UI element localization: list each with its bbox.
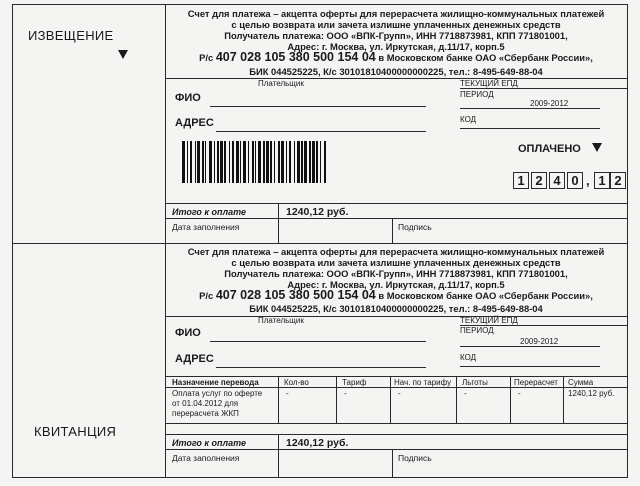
notice-current-epd: ТЕКУЩИЙ ЕПД: [460, 79, 518, 88]
receipt-sign-divider: [392, 449, 393, 477]
table-purpose-line1: Оплата услуг по оферте: [172, 389, 263, 398]
receipt-account-number: 407 028 105 380 500 154 04: [215, 288, 376, 302]
table-col-divider: [390, 376, 391, 423]
outer-top-border: [12, 4, 628, 5]
receipt-bank: в Московском банке ОАО «Сбербанк России»,: [378, 290, 593, 301]
amount-digit: 1: [513, 172, 529, 189]
notice-total-top-rule: [165, 203, 627, 204]
table-cell-benefits: -: [464, 389, 467, 398]
receipt-header-line6: БИК 044525225, К/с 30101810400000000225, тел.: 8-495-649-88-04: [249, 303, 543, 314]
amount-digit: 2: [610, 172, 626, 189]
notice-sign-divider: [392, 218, 393, 243]
notice-paid-triangle-icon: [592, 143, 602, 152]
notice-header-line4: Адрес: г. Москва, ул. Иркутская, д.11/17, корп.5: [287, 41, 505, 52]
receipt-code-line: [460, 366, 600, 367]
notice-total-label: Итого к оплате: [172, 207, 246, 217]
table-col-divider: [456, 376, 457, 423]
notice-barcode: [182, 141, 326, 183]
notice-total-value: 1240,12 руб.: [286, 206, 349, 218]
notice-account-number: 407 028 105 380 500 154 04: [215, 50, 376, 64]
table-header-benefits: Льготы: [462, 378, 488, 387]
notice-account-prefix: Р/с: [199, 52, 214, 63]
notice-period-value: 2009-2012: [530, 99, 569, 108]
amount-separator: ,: [586, 173, 590, 188]
receipt-header-line3: Получатель платежа: ООО «ВПК-Групп», ИНН 7718873981, КПП 771801001,: [224, 268, 568, 279]
table-cell-recalc: -: [518, 389, 521, 398]
receipt-current-epd: ТЕКУЩИЙ ЕПД: [460, 316, 518, 325]
notice-header-line2: с целью возврата или зачета излишне уплаченных денежных средств: [231, 19, 561, 30]
receipt-title: КВИТАНЦИЯ: [34, 424, 117, 439]
receipt-fio-label: ФИО: [175, 327, 201, 339]
receipt-date-label: Дата заполнения: [172, 453, 240, 463]
receipt-address-label: АДРЕС: [175, 353, 214, 365]
table-bottom-rule: [165, 423, 627, 424]
notice-code-line: [460, 128, 600, 129]
notice-header-line1: Счет для платежа – акцепта оферты для перерасчета жилищно-коммунальных платежей: [187, 8, 605, 19]
receipt-payer-rule: [165, 316, 627, 317]
receipt-total-label: Итого к оплате: [172, 438, 246, 448]
receipt-date-divider: [278, 449, 279, 477]
receipt-total-divider: [278, 434, 279, 449]
table-header-tariff: Тариф: [342, 378, 367, 387]
notice-address-line[interactable]: [216, 131, 426, 132]
notice-fio-line[interactable]: [210, 106, 426, 107]
amount-digit: 0: [567, 172, 583, 189]
receipt-header-line4: Адрес: г. Москва, ул. Иркутская, д.11/17, корп.5: [287, 279, 505, 290]
notice-date-label: Дата заполнения: [172, 222, 240, 232]
receipt-account-line: [166, 290, 626, 302]
table-header-rule: [165, 387, 627, 388]
receipt-fio-line[interactable]: [210, 341, 426, 342]
section-divider: [12, 243, 628, 244]
outer-right-border: [627, 4, 628, 478]
table-col-divider: [278, 376, 279, 423]
notice-date-divider: [278, 218, 279, 243]
notice-bank: в Московском банке ОАО «Сбербанк России»,: [378, 52, 593, 63]
table-purpose-line3: перерасчета ЖКП: [172, 409, 239, 418]
receipt-header-line1: Счет для платежа – акцепта оферты для перерасчета жилищно-коммунальных платежей: [187, 246, 605, 257]
table-col-divider: [563, 376, 564, 423]
barcode-bar: [324, 141, 326, 183]
outer-left-border: [12, 4, 13, 478]
receipt-period-value: 2009-2012: [520, 337, 559, 346]
amount-digit: 4: [549, 172, 565, 189]
notice-fio-label: ФИО: [175, 92, 201, 104]
notice-code-label: КОД: [460, 115, 477, 124]
table-header-qty: Кол-во: [284, 378, 309, 387]
notice-account-line: [166, 52, 626, 64]
notice-total-divider: [278, 203, 279, 219]
notice-total-bottom-rule: [165, 218, 627, 219]
table-col-divider: [336, 376, 337, 423]
notice-title: ИЗВЕЩЕНИЕ: [28, 28, 114, 43]
table-cell-sum: 1240,12 руб.: [568, 389, 615, 398]
notice-paid-label: ОПЛАЧЕНО: [518, 143, 581, 155]
receipt-address-line[interactable]: [216, 367, 426, 368]
receipt-total-value: 1240,12 руб.: [286, 437, 349, 449]
notice-triangle-icon: [118, 50, 128, 59]
notice-epd-rule: [460, 88, 627, 89]
table-header-recalc: Перерасчет: [514, 378, 558, 387]
notice-address-label: АДРЕС: [175, 117, 214, 129]
receipt-account-prefix: Р/с: [199, 290, 214, 301]
table-cell-qty: -: [286, 389, 289, 398]
receipt-code-label: КОД: [460, 353, 477, 362]
table-header-purpose: Назначение перевода: [172, 378, 259, 387]
notice-header-line6: БИК 044525225, К/с 30101810400000000225, тел.: 8-495-649-88-04: [249, 66, 543, 77]
receipt-sign-label: Подпись: [398, 453, 432, 463]
receipt-header-line2: с целью возврата или зачета излишне уплаченных денежных средств: [231, 257, 561, 268]
receipt-total-top-rule: [165, 434, 627, 435]
table-header-accrued: Нач. по тарифу: [394, 378, 452, 387]
table-top-rule: [165, 376, 627, 377]
receipt-period-label: ПЕРИОД: [460, 326, 494, 335]
notice-sign-label: Подпись: [398, 222, 432, 232]
amount-digit: 2: [531, 172, 547, 189]
table-col-divider: [510, 376, 511, 423]
receipt-total-bottom-rule: [165, 449, 627, 450]
receipt-payer-label: Плательщик: [258, 316, 304, 325]
outer-bottom-border: [12, 477, 628, 478]
notice-payer-rule: [165, 78, 627, 79]
amount-digit: 1: [594, 172, 610, 189]
table-header-sum: Сумма: [568, 378, 594, 387]
notice-period-label: ПЕРИОД: [460, 90, 494, 99]
notice-header-line3: Получатель платежа: ООО «ВПК-Групп», ИНН 7718873981, КПП 771801001,: [224, 30, 568, 41]
notice-period-line: [460, 108, 600, 109]
table-cell-tariff: -: [344, 389, 347, 398]
notice-payer-label: Плательщик: [258, 79, 304, 88]
table-cell-accrued: -: [398, 389, 401, 398]
receipt-period-line: [460, 346, 600, 347]
table-purpose-line2: от 01.04.2012 для: [172, 399, 239, 408]
